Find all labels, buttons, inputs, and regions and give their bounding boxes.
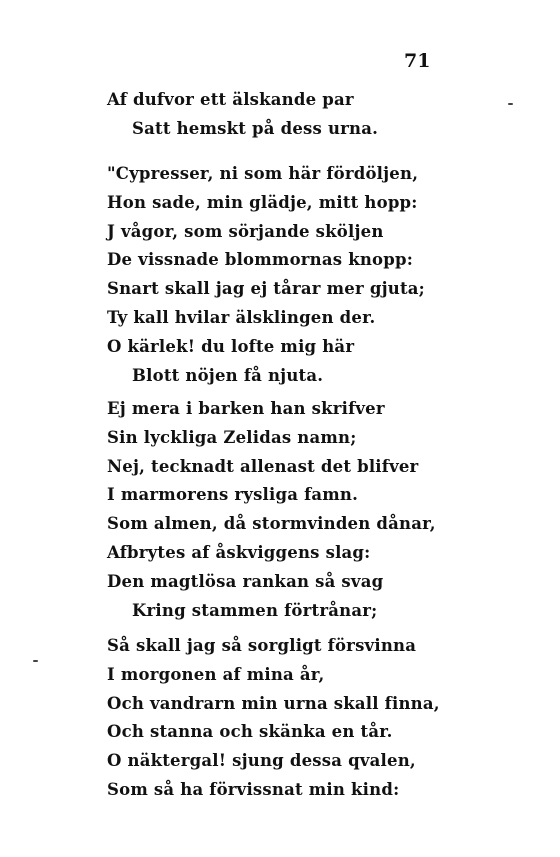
verse-line: I marmorens rysliga famn. [107,485,359,505]
verse-line: Som så ha förvissnat min kind: [107,779,400,799]
verse-line: Blott nöjen få njuta. [132,365,324,385]
verse-line: Hon sade, min glädje, mitt hopp: [107,192,418,212]
stanza-4 [107,632,440,805]
verse-line: De vissnade blommornas knopp: [107,250,413,270]
verse-line: Och vandrarn min urna skall finna, [107,693,440,713]
verse-line: Af dufvor ett älskande par [107,90,354,109]
print-speck [508,103,513,105]
print-speck [33,660,38,662]
verse-line: Ej mera i barken han skrifver [107,399,385,418]
page-number: 71 [404,50,431,72]
stanza-3 [107,395,436,625]
verse-line: I morgonen af mina år, [107,664,325,684]
stanza-1 [107,86,378,144]
stanza-2 [107,160,425,390]
verse-line: Och stanna och skänka en tår. [107,722,393,742]
verse-line: O kärlek! du lofte mig här [107,336,355,356]
verse-line: Ty kall hvilar älsklingen der. [107,307,376,327]
verse-line: "Cypresser, ni som här fördöljen, [107,164,419,183]
verse-line: Så skall jag så sorgligt försvinna [107,636,417,655]
verse-line: Snart skall jag ej tårar mer gjuta; [107,279,425,299]
verse-line: Nej, tecknadt allenast det blifver [107,456,419,476]
verse-line: Satt hemskt på dess urna. [132,118,379,138]
verse-line: Kring stammen förtrånar; [132,600,378,620]
verse-line: Den magtlösa rankan så svag [107,571,384,591]
verse-line: Afbrytes af åskviggens slag: [107,542,371,562]
verse-line: J vågor, som sörjande sköljen [107,221,384,241]
verse-line: Sin lyckliga Zelidas namn; [107,427,357,447]
verse-line: Som almen, då stormvinden dånar, [107,514,436,534]
verse-line: O näktergal! sjung dessa qvalen, [107,751,416,771]
